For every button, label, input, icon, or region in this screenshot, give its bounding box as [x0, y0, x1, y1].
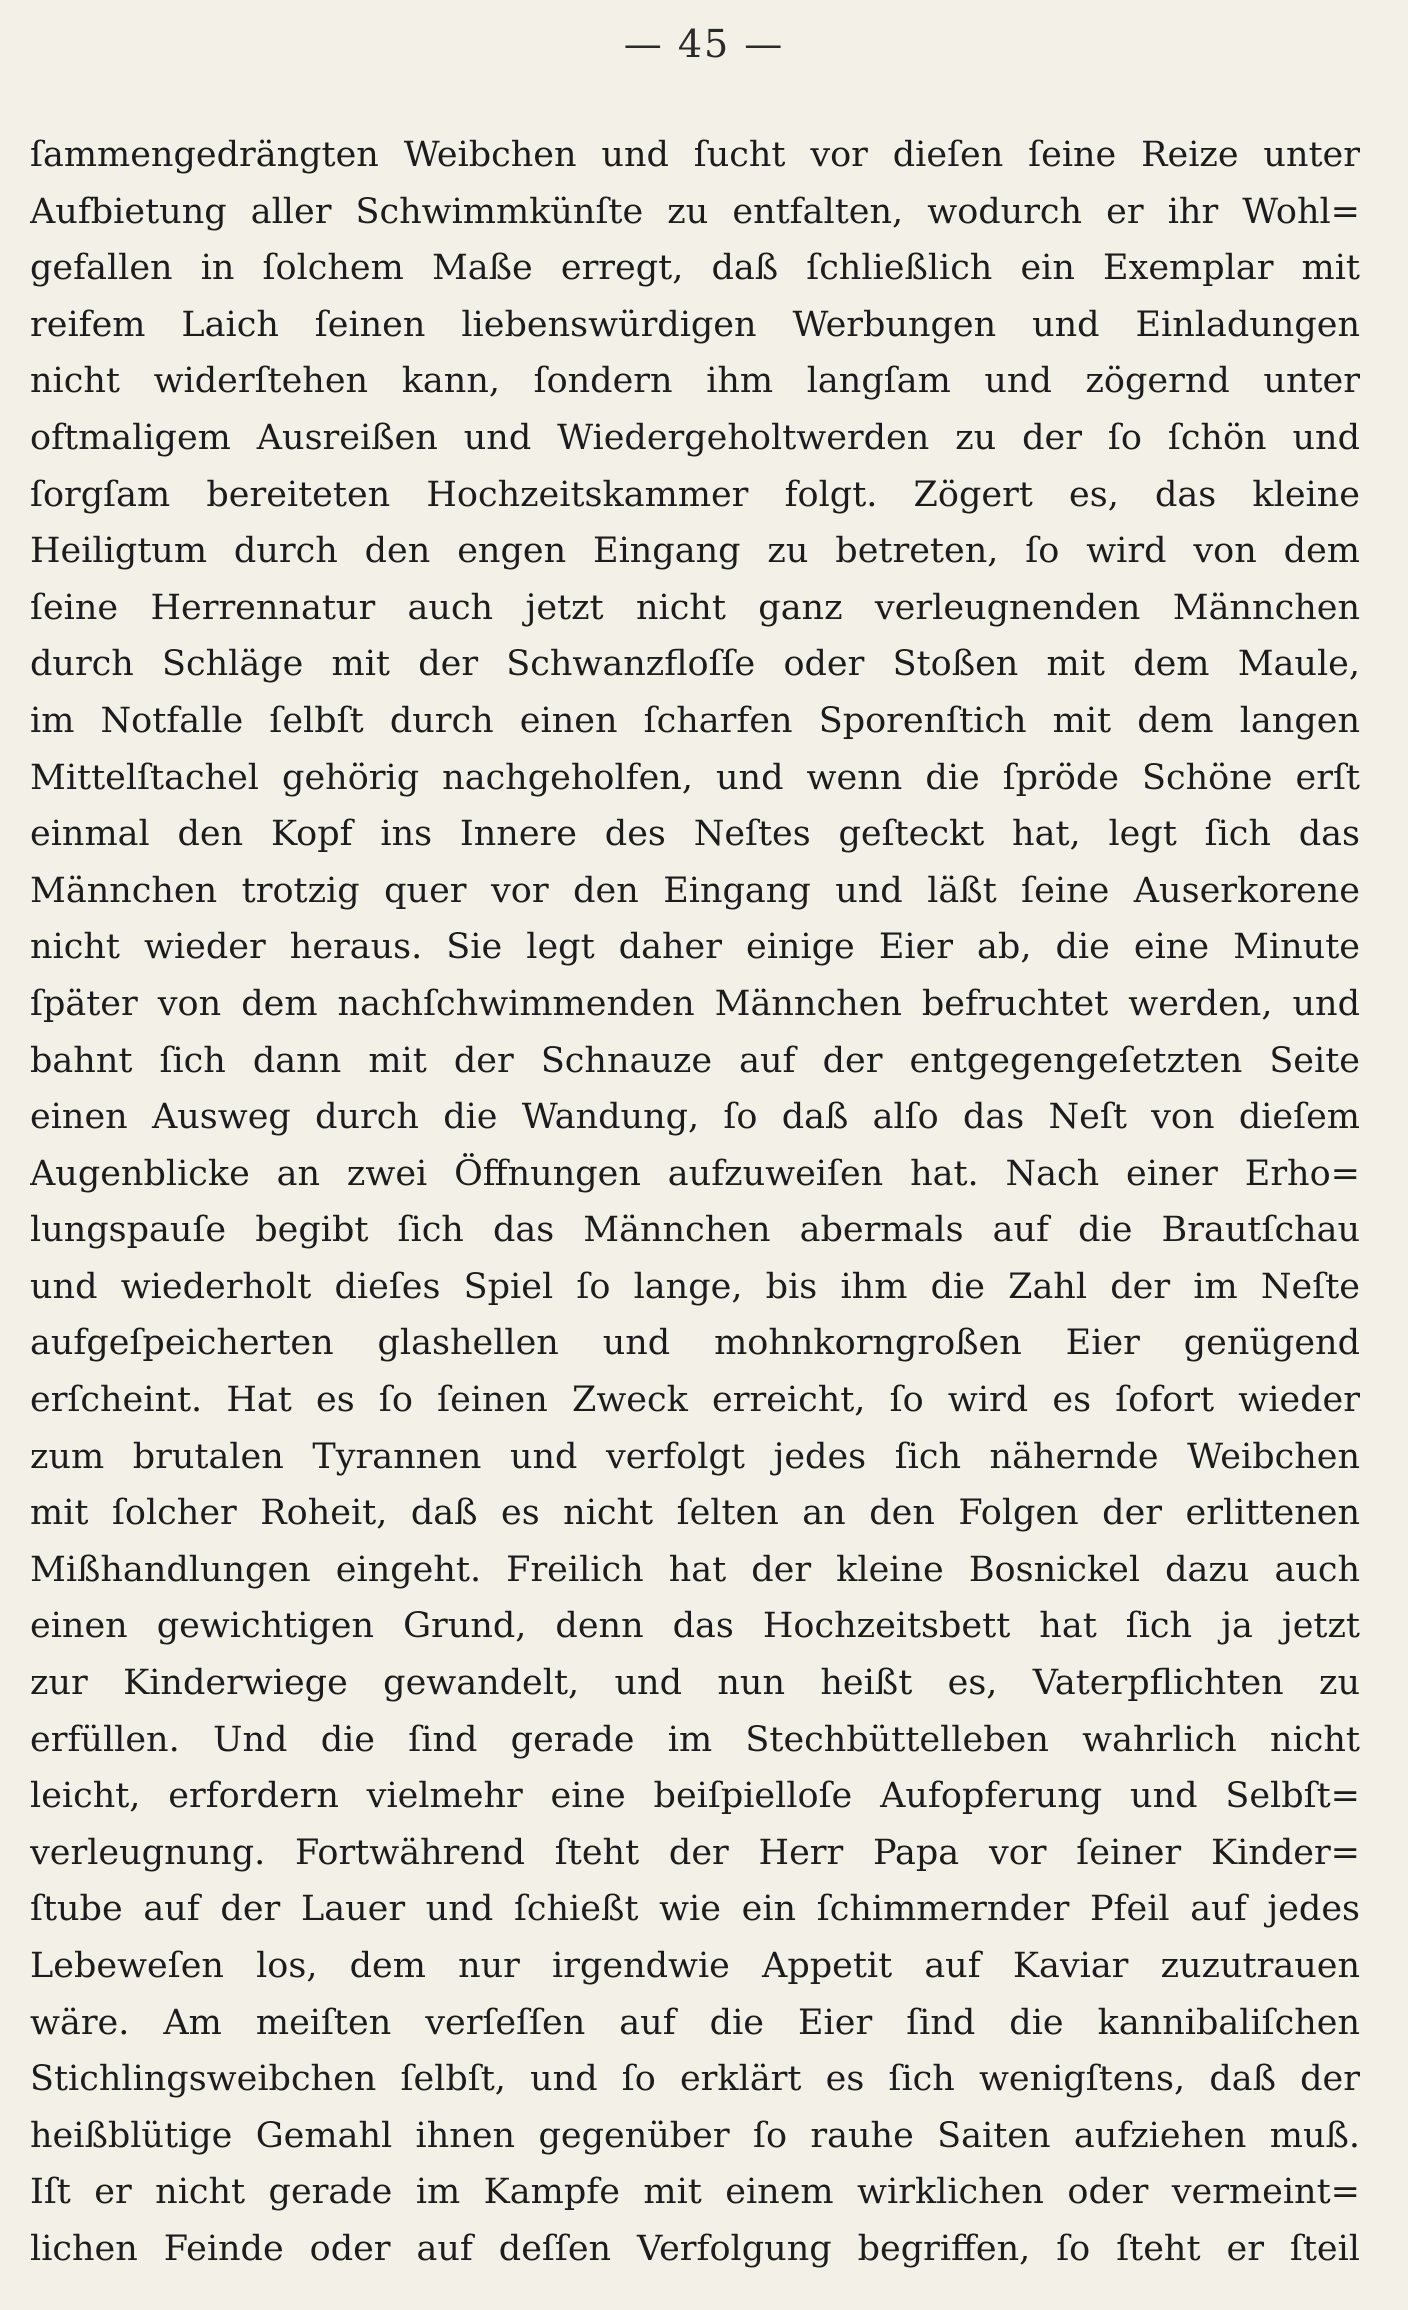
text-line: einmal den Kopf ins Innere des Neſtes geſteckt hat, legt ſich das — [30, 814, 1360, 855]
text-line: nicht widerſtehen kann, ſondern ihm langſam und zögernd unter — [30, 361, 1360, 402]
text-line: bahnt ſich dann mit der Schnauze auf der entgegengeſetzten Seite — [30, 1040, 1360, 1081]
text-line: ſeine Herrennatur auch jetzt nicht ganz verleugnenden Männchen — [30, 587, 1360, 628]
page-number: — 45 — — [623, 22, 785, 66]
body-text — [30, 127, 1360, 2278]
text-line: zur Kinderwiege gewandelt, und nun heißt es, Vaterpflichten zu — [30, 1663, 1360, 1704]
text-line: und wiederholt dieſes Spiel ſo lange, bis ihm die Zahl der im Neſte — [30, 1266, 1360, 1307]
text-line: wäre. Am meiſten verſeſſen auf die Eier ſind die kannibaliſchen — [30, 2002, 1360, 2043]
text-line: durch Schläge mit der Schwanzfloſſe oder Stoßen mit dem Maule, — [30, 644, 1360, 685]
text-line: gefallen in ſolchem Maße erregt, daß ſchließlich ein Exemplar mit — [30, 248, 1360, 289]
text-line: Männchen trotzig quer vor den Eingang und läßt ſeine Auserkorene — [30, 870, 1360, 911]
text-line: Aufbietung aller Schwimmkünſte zu entfalten, wodurch er ihr Wohl= — [30, 191, 1360, 232]
text-line: lichen Feinde oder auf deſſen Verfolgung begriffen, ſo ſteht er ſteil — [30, 2228, 1360, 2269]
text-line: einen Ausweg durch die Wandung, ſo daß alſo das Neſt von dieſem — [30, 1097, 1360, 1138]
text-line: zum brutalen Tyrannen und verfolgt jedes ſich nähernde Weibchen — [30, 1436, 1360, 1477]
text-line: heißblütige Gemahl ihnen gegenüber ſo rauhe Saiten aufziehen muß. — [30, 2115, 1360, 2156]
text-line: lungspauſe begibt ſich das Männchen abermals auf die Brautſchau — [30, 1210, 1360, 1251]
text-line: Lebeweſen los, dem nur irgendwie Appetit auf Kaviar zuzutrauen — [30, 1946, 1360, 1986]
text-line: ſammengedrängten Weibchen und ſucht vor dieſen ſeine Reize unter — [30, 135, 1360, 175]
text-line: oftmaligem Ausreißen und Wiedergeholtwerden zu der ſo ſchön und — [30, 417, 1360, 458]
text-line: Stichlingsweibchen ſelbſt, und ſo erklärt es ſich wenigſtens, daß der — [30, 2059, 1360, 2100]
text-line: im Notfalle ſelbſt durch einen ſcharfen Sporenſtich mit dem langen — [30, 700, 1360, 741]
text-line: erſcheint. Hat es ſo ſeinen Zweck erreicht, ſo wird es ſofort wieder — [30, 1380, 1360, 1421]
text-line: Augenblicke an zwei Öffnungen aufzuweiſen hat. Nach einer Erho= — [30, 1153, 1360, 1194]
text-line: Mittelſtachel gehörig nachgeholfen, und wenn die ſpröde Schöne erſt — [30, 757, 1360, 798]
text-line: ſtube auf der Lauer und ſchießt wie ein ſchimmernder Pfeil auf jedes — [30, 1889, 1360, 1930]
text-line: leicht, erfordern vielmehr eine beiſpielloſe Aufopferung und Selbſt= — [30, 1776, 1360, 1817]
text-line: Iſt er nicht gerade im Kampfe mit einem wirklichen oder vermeint= — [30, 2172, 1360, 2213]
text-line: Mißhandlungen eingeht. Freilich hat der kleine Bosnickel dazu auch — [30, 1549, 1360, 1590]
text-line: ſorgſam bereiteten Hochzeitskammer folgt. Zögert es, das kleine — [30, 474, 1360, 515]
text-line: erfüllen. Und die ſind gerade im Stechbüttelleben wahrlich nicht — [30, 1719, 1360, 1760]
text-line: mit ſolcher Roheit, daß es nicht ſelten an den Folgen der erlittenen — [30, 1493, 1360, 1534]
text-line: aufgeſpeicherten glashellen und mohnkorngroßen Eier genügend — [30, 1323, 1360, 1364]
text-line: reifem Laich ſeinen liebenswürdigen Werbungen und Einladungen — [30, 304, 1360, 345]
text-line: nicht wieder heraus. Sie legt daher einige Eier ab, die eine Minute — [30, 927, 1360, 968]
text-line: ſpäter von dem nachſchwimmenden Männchen befruchtet werden, und — [30, 983, 1360, 1024]
text-line: Heiligtum durch den engen Eingang zu betreten, ſo wird von dem — [30, 531, 1360, 572]
text-line: verleugnung. Fortwährend ſteht der Herr Papa vor ſeiner Kinder= — [30, 1832, 1360, 1873]
text-line: einen gewichtigen Grund, denn das Hochzeitsbett hat ſich ja jetzt — [30, 1606, 1360, 1647]
